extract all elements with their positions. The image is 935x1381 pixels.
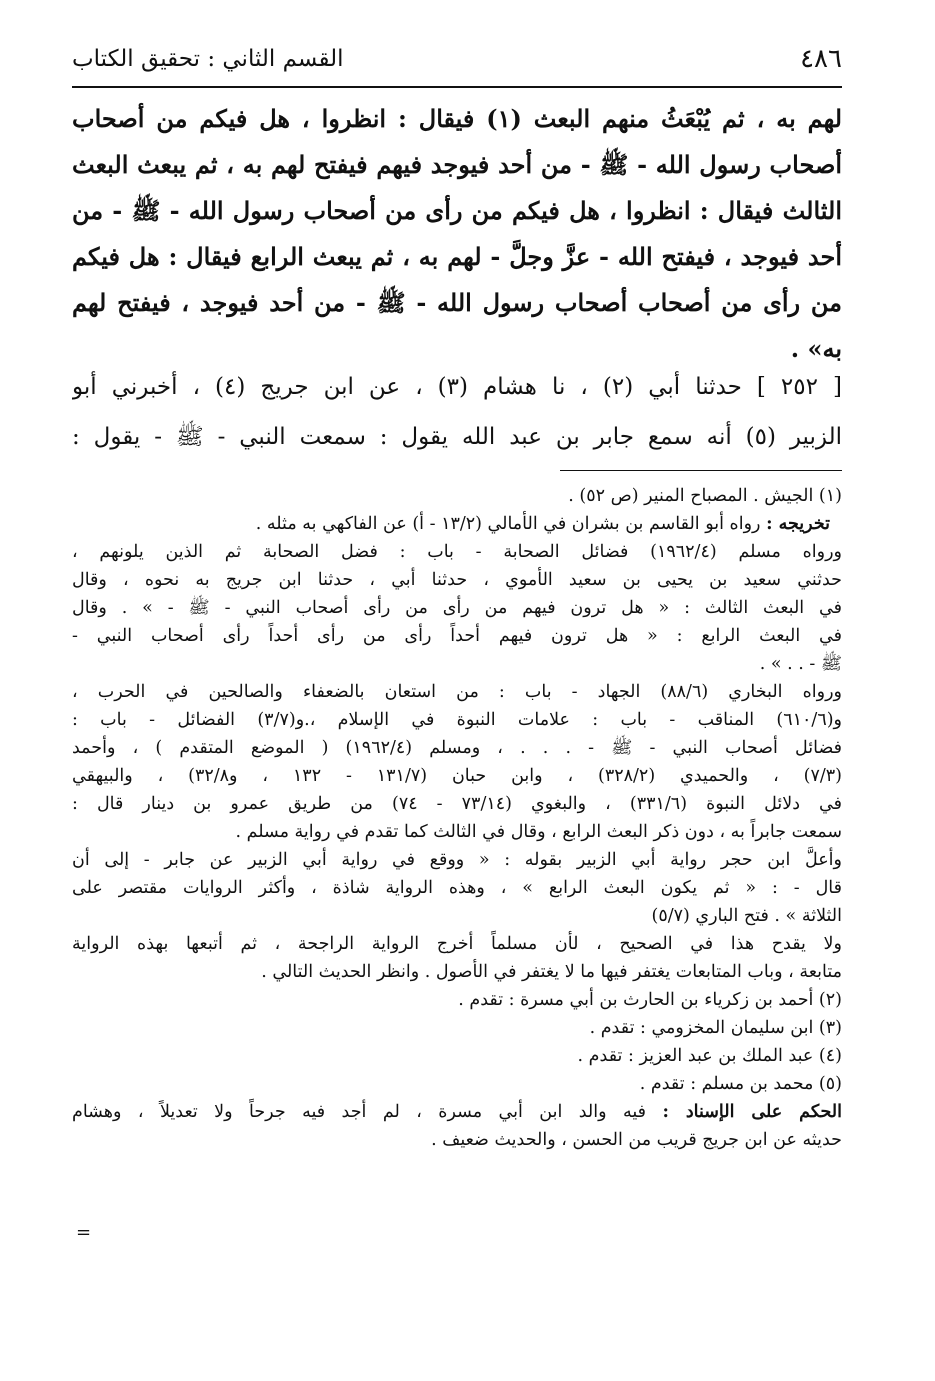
- footnote-line: و(٦١٠/٦) المناقب - باب : علامات النبوة في الإسلام ،.و(٣/٧) الفضائل - باب :: [72, 710, 842, 730]
- page-header: [72, 40, 842, 86]
- main-text-line: الثالث فيقال : انظروا ، هل فيكم من رأى من أصحاب رسول الله - ﷺ - من: [72, 196, 842, 225]
- footnote-line: قال - : « ثم يكون البعث الرابع » ، وهذه الرواية شاذة ، وأكثر الروايات مقتصر على: [72, 878, 842, 898]
- footnote-line: (٧/٣) ، والحميدي (٣٢٨/٢) ، وابن حبان (١٣١/٧ - ١٣٢ ، و٣٢/٨) ، والبيهقي: [72, 766, 842, 786]
- footnote-line: وأعلَّ ابن حجر رواية أبي الزبير بقوله : « ووقع في رواية أبي الزبير عن جابر - إلى أن: [72, 850, 842, 870]
- hadith-line: الزبير (٥) أنه سمع جابر بن عبد الله يقول : سمعت النبي - ﷺ - يقول :: [72, 424, 842, 450]
- main-text-line: من رأى من أصحاب أصحاب رسول الله - ﷺ - من أحد فيوجد ، فيفتح لهم: [72, 288, 842, 317]
- footnote-line: في البعث الثالث : « هل ترون فيهم من رأى من رأى أصحاب النبي - ﷺ - » . وقال: [72, 598, 842, 618]
- main-text: [72, 96, 842, 372]
- page-number: ٤٨٦: [800, 44, 842, 74]
- footnote-line: ﷺ - . . » .: [759, 654, 842, 674]
- footnote-line: حديثه عن ابن جريج قريب من الحسن ، والحديث ضعيف .: [431, 1130, 842, 1150]
- hadith-252: [72, 362, 842, 462]
- footnote-line: فضائل أصحاب النبي - ﷺ - . . . ، ومسلم (١٩٦٢/٤) ( الموضع المتقدم ) ، وأحمد: [72, 738, 842, 758]
- main-text-line: أحد فيوجد ، فيفتح الله - عزَّ وجلَّ - لهم به ، ثم يبعث الرابع فيقال : هل فيكم: [72, 242, 842, 271]
- footnote-line: متابعة ، وباب المتابعات يغتفر فيها ما لا يغتفر في الأصول . وانظر الحديث التالي .: [261, 962, 842, 982]
- footnotes: [72, 482, 842, 1154]
- footnote-3: (٣) ابن سليمان المخزومي : تقدم .: [589, 1018, 842, 1038]
- main-text-line: به» .: [790, 334, 842, 363]
- footnote-line: ورواه البخاري (٨٨/٦) الجهاد - باب : من استعان بالضعفاء والصالحين في الحرب ،: [72, 682, 842, 702]
- continuation-mark: =: [76, 1222, 92, 1243]
- takhrij-line: [72, 510, 842, 538]
- main-text-line: لهم به ، ثم يُبْعَثُ منهم البعث (١) فيقال : انظروا ، هل فيكم من أصحاب: [72, 104, 842, 133]
- hadith-line: [ ٢٥٢ ] حدثنا أبي (٢) ، نا هشام (٣) ، عن ابن جريج (٤) ، أخبرني أبو: [72, 374, 842, 400]
- footnote-1: (١) الجيش . المصباح المنير (ص ٥٢) .: [568, 486, 842, 506]
- hukm-line: [72, 1098, 842, 1126]
- running-title: القسم الثاني : تحقيق الكتاب: [72, 46, 344, 72]
- footnote-5: (٥) محمد بن مسلم : تقدم .: [639, 1074, 842, 1094]
- footnote-line: في البعث الرابع : « هل ترون فيهم أحداً رأى من رأى أحداً رأى أصحاب النبي -: [72, 626, 842, 646]
- footnote-divider: [560, 470, 842, 471]
- main-text-line: أصحاب رسول الله - ﷺ - من أحد فيوجد فيهم فيفتح لهم به ، ثم يبعث البعث: [72, 150, 842, 179]
- footnote-line: ولا يقدح هذا في الصحيح ، لأن مسلماً أخرج الرواية الراجحة ، ثم أتبعها بهذه الرواية: [72, 934, 842, 954]
- takhrij-label: تخريجه :: [766, 514, 830, 534]
- footnote-line: في دلائل النبوة (٣٣١/٦) ، والبغوي (٧٣/١٤ - ٧٤) من طريق عمرو بن دينار قال :: [72, 794, 842, 814]
- takhrij-text: رواه أبو القاسم بن بشران في الأمالي (١٣/٢ - أ) عن الفاكهي به مثله .: [255, 514, 761, 534]
- footnote-2: (٢) أحمد بن زكرياء بن الحارث بن أبي مسرة : تقدم .: [458, 990, 842, 1010]
- footnote-line: حدثني سعيد بن يحيى بن سعيد الأموي ، حدثنا أبي ، حدثنا ابن جريج به نحوه ، وقال: [72, 570, 842, 590]
- header-divider: [72, 86, 842, 88]
- footnote-4: (٤) عبد الملك بن عبد العزيز : تقدم .: [577, 1046, 842, 1066]
- hukm-label: الحكم على الإسناد :: [662, 1102, 842, 1122]
- hukm-text: فيه والد ابن أبي مسرة ، لم أجد فيه جرحاً ولا تعديلاً ، وهشام: [72, 1102, 647, 1122]
- footnote-line: ورواه مسلم (١٩٦٢/٤) فضائل الصحابة - باب : فضل الصحابة ثم الذين يلونهم ،: [72, 542, 842, 562]
- footnote-line: سمعت جابراً به ، دون ذكر البعث الرابع ، وقال في الثالث كما تقدم في رواية مسلم .: [235, 822, 842, 842]
- footnote-line: الثلاثة » . فتح الباري (٥/٧): [651, 906, 842, 926]
